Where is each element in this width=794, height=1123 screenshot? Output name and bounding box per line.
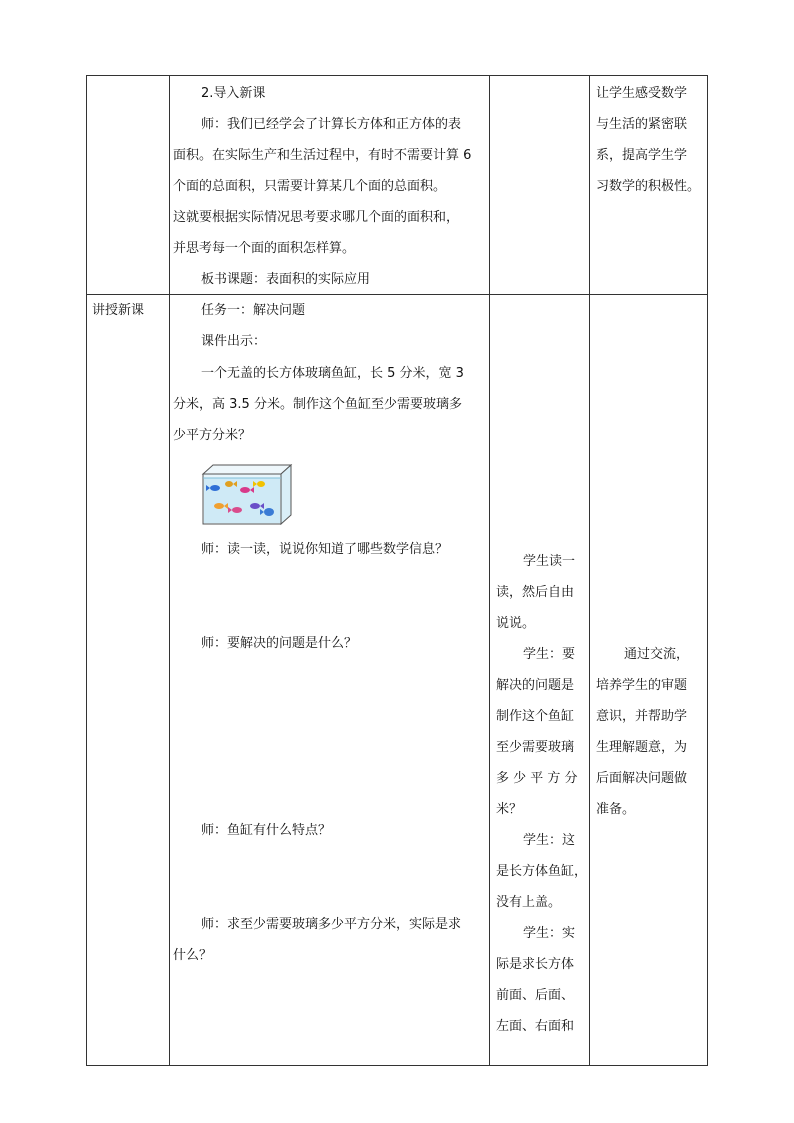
intent-line: 让学生感受数学 — [596, 86, 688, 101]
table-border-bottom — [86, 1065, 708, 1066]
column-divider-2 — [489, 75, 490, 1066]
student-line: 际是求长方体 — [496, 957, 575, 972]
student-line: 左面、右面和 — [496, 1019, 575, 1034]
teacher-question-1: 师：读一读，说说你知道了哪些数学信息？ — [201, 542, 449, 557]
student-line: 解决的问题是 — [496, 678, 575, 693]
content-line: 并思考每一个面的面积怎样算。 — [173, 241, 356, 256]
intent-line: 生理解题意，为 — [596, 740, 688, 755]
row-divider — [86, 294, 708, 295]
intent-line: 习数学的积极性。 — [596, 179, 701, 194]
content-line: 这就要根据实际情况思考要求哪几个面的面积和， — [173, 210, 460, 225]
student-line: 多 少 平 方 分 — [496, 771, 578, 786]
student-line: 学生：要 — [523, 647, 576, 662]
problem-line: 分米，高 3.5 分米。制作这个鱼缸至少需要玻璃多 — [173, 397, 462, 412]
section-heading: 2.导入新课 — [201, 86, 266, 101]
teacher-question-4: 师：求至少需要玻璃多少平方分米，实际是求 — [201, 917, 462, 932]
table-border-top — [86, 75, 708, 76]
student-line: 前面、后面、 — [496, 988, 575, 1003]
column-divider-1 — [169, 75, 170, 1066]
student-line: 学生：实 — [523, 926, 576, 941]
stage-label: 讲授新课 — [92, 303, 145, 318]
student-line: 没有上盖。 — [496, 895, 562, 910]
student-line: 米？ — [496, 802, 523, 817]
student-line: 说说。 — [496, 616, 536, 631]
content-line: 师：我们已经学会了计算长方体和正方体的表 — [201, 117, 462, 132]
intent-line: 培养学生的审题 — [596, 678, 688, 693]
intent-line: 系，提高学生学 — [596, 148, 688, 163]
problem-line: 少平方分米？ — [173, 428, 252, 443]
content-line: 面积。在实际生产和生活过程中，有时不需要计算 6 — [173, 148, 472, 163]
student-line: 学生：这 — [523, 833, 576, 848]
intent-line: 通过交流， — [624, 647, 690, 662]
intent-line: 准备。 — [596, 802, 636, 817]
intent-line: 意识，并帮助学 — [596, 709, 688, 724]
student-line: 是长方体鱼缸， — [496, 864, 588, 879]
table-border-left — [86, 75, 87, 1066]
teacher-question-4: 什么？ — [173, 948, 213, 963]
problem-line: 一个无盖的长方体玻璃鱼缸，长 5 分米，宽 3 — [201, 366, 464, 381]
courseware-label: 课件出示： — [201, 334, 267, 349]
task-title: 任务一：解决问题 — [201, 303, 306, 318]
column-divider-3 — [589, 75, 590, 1066]
student-line: 学生读一 — [523, 554, 576, 569]
teacher-question-3: 师：鱼缸有什么特点？ — [201, 823, 332, 838]
board-title: 板书课题：表面积的实际应用 — [201, 272, 371, 287]
fish-tank-image — [201, 462, 293, 526]
student-line: 至少需要玻璃 — [496, 740, 575, 755]
student-line: 读，然后自由 — [496, 585, 575, 600]
content-line: 个面的总面积，只需要计算某几个面的总面积。 — [173, 179, 447, 194]
student-line: 制作这个鱼缸 — [496, 709, 575, 724]
teacher-question-2: 师：要解决的问题是什么？ — [201, 636, 358, 651]
intent-line: 后面解决问题做 — [596, 771, 688, 786]
table-border-right — [707, 75, 708, 1066]
intent-line: 与生活的紧密联 — [596, 117, 688, 132]
